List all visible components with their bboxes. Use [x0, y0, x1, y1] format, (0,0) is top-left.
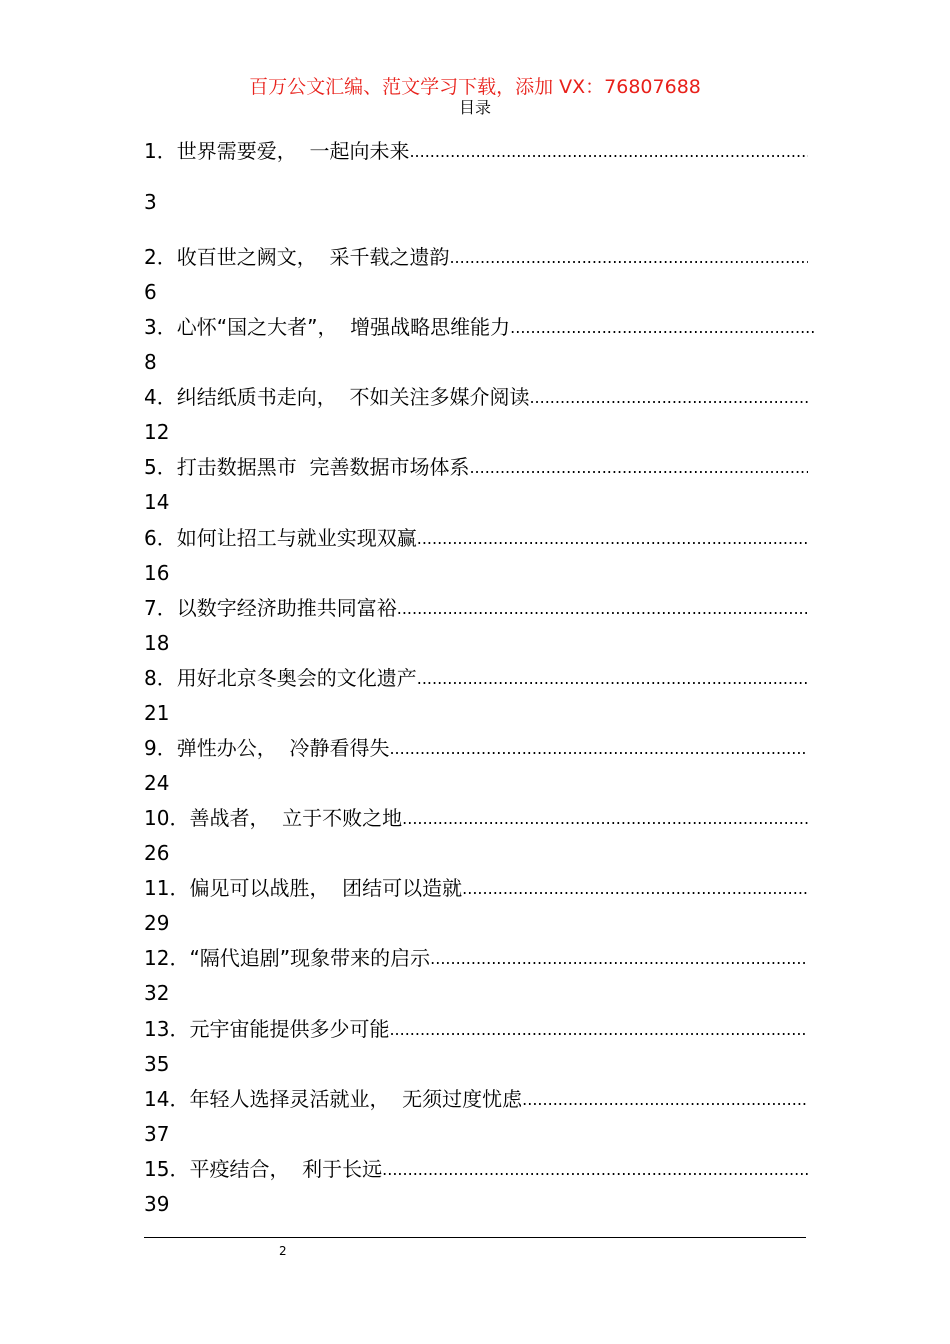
- toc-leader: [417, 528, 808, 553]
- toc-entry-1-page[interactable]: 3: [144, 190, 157, 214]
- toc-leader: [402, 808, 808, 833]
- toc-entry-14-page[interactable]: 37: [144, 1122, 170, 1146]
- toc-entry-7-page[interactable]: 18: [144, 631, 170, 655]
- toc-entry-12-title[interactable]: 12．“隔代追剧”现象带来的启示 .....: [144, 943, 808, 973]
- toc-entry-3-page[interactable]: 8: [144, 350, 157, 374]
- toc-leader: [397, 598, 808, 623]
- toc-leader: [389, 1019, 808, 1044]
- toc-entry-2-title[interactable]: 2．收百世之阙文， 采千载之遗韵 .....: [144, 242, 808, 272]
- toc-leader: [449, 247, 808, 272]
- toc-entry-6-page[interactable]: 16: [144, 561, 170, 585]
- toc-entry-5-page[interactable]: 14: [144, 490, 170, 514]
- toc-entry-9-title[interactable]: 9．弹性办公， 冷静看得失 .....: [144, 733, 808, 763]
- toc-entry-11-title[interactable]: 11．偏见可以战胜， 团结可以造就 .....: [144, 873, 808, 903]
- toc-entry-9-page[interactable]: 24: [144, 771, 170, 795]
- toc-entry-4-page[interactable]: 12: [144, 420, 170, 444]
- toc-leader: [529, 387, 808, 412]
- toc-entry-8-title[interactable]: 8．用好北京冬奥会的文化遗产 .....: [144, 663, 808, 693]
- toc-entry-3-title[interactable]: 3．心怀“国之大者”， 增强战略思维能力 .....: [144, 312, 814, 342]
- toc-entry-8-page[interactable]: 21: [144, 701, 170, 725]
- toc-entry-6-title[interactable]: 6．如何让招工与就业实现双赢 .....: [144, 523, 808, 553]
- footer-page-number: 2: [279, 1244, 287, 1258]
- toc-entry-1-title[interactable]: 1．世界需要爱， 一起向未来 .....: [144, 136, 808, 166]
- toc-leader: [417, 668, 808, 693]
- toc-leader: [522, 1089, 808, 1114]
- toc-entry-5-title[interactable]: 5．打击数据黑市 完善数据市场体系 .....: [144, 452, 808, 482]
- toc-leader: [510, 317, 814, 342]
- toc-leader: [469, 457, 808, 482]
- header-banner: 百万公文汇编、范文学习下载，添加 VX：76807688: [249, 76, 701, 98]
- toc-entry-10-title[interactable]: 10．善战者， 立于不败之地 .....: [144, 803, 808, 833]
- toc-entry-15-title[interactable]: 15．平疫结合， 利于长远 .....: [144, 1154, 808, 1184]
- toc-entry-12-page[interactable]: 32: [144, 981, 170, 1005]
- toc-leader: [462, 878, 808, 903]
- toc-entry-4-title[interactable]: 4．纠结纸质书走向， 不如关注多媒介阅读 .....: [144, 382, 808, 412]
- footer-divider: [144, 1237, 806, 1238]
- toc-leader: [430, 948, 808, 973]
- toc-leader: [389, 738, 808, 763]
- toc-entry-15-page[interactable]: 39: [144, 1192, 170, 1216]
- toc-entry-2-page[interactable]: 6: [144, 280, 157, 304]
- toc-entry-11-page[interactable]: 29: [144, 911, 170, 935]
- toc-leader: [409, 141, 808, 166]
- toc-entry-14-title[interactable]: 14．年轻人选择灵活就业， 无须过度忧虑 .....: [144, 1084, 808, 1114]
- toc-heading: 目录: [458, 98, 491, 117]
- toc-entry-13-page[interactable]: 35: [144, 1052, 170, 1076]
- toc-entry-13-title[interactable]: 13．元宇宙能提供多少可能 .....: [144, 1014, 808, 1044]
- toc-entry-10-page[interactable]: 26: [144, 841, 170, 865]
- toc-leader: [382, 1159, 808, 1184]
- toc-entry-7-title[interactable]: 7．以数字经济助推共同富裕 .....: [144, 593, 808, 623]
